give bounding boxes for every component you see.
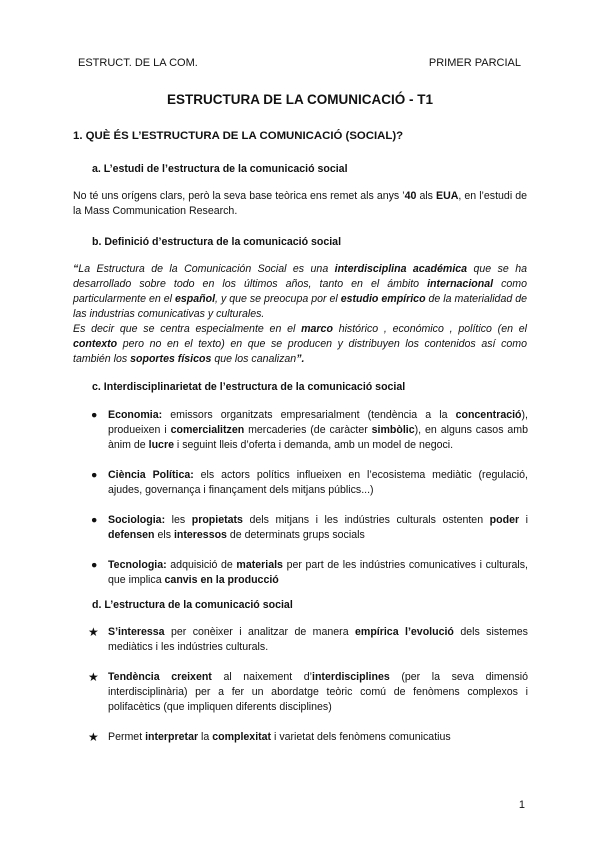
bullet-icon: ●: [91, 559, 98, 571]
list-item-interessa: ★ S’interessa per conèixer i analitzar de manera empírica l’evolució dels sistemes mediàtics i les indústries culturals.: [88, 625, 528, 653]
star-icon: ★: [88, 625, 99, 639]
section-1-heading: 1. QUÈ ÉS L’ESTRUCTURA DE LA COMUNICACIÓ (SOCIAL)?: [73, 130, 404, 142]
list-item-tendencia: ★ Tendència creixent al naixement d’interdisciplines (per la seva dimensió interdisciplinària) per a fer un abordatge teòric comú de fenòmens complexos i polifacètics (que impliquen diferents disciplines): [88, 670, 528, 713]
subsection-d-heading: d. L’estructura de la comunicació social: [92, 599, 293, 611]
bullet-icon: ●: [91, 409, 98, 421]
star-icon: ★: [88, 670, 99, 684]
subsection-c-heading: c. Interdisciplinarietat de l’estructura de la comunicació social: [92, 381, 406, 393]
bullet-icon: ●: [91, 514, 98, 526]
header-right: PRIMER PARCIAL: [428, 57, 521, 69]
list-item-permet: ★ Permet interpretar la complexitat i varietat dels fenòmens comunicatius: [88, 730, 451, 744]
page-title: ESTRUCTURA DE LA COMUNICACIÓ - T1: [167, 92, 433, 107]
list-item-tecnologia: ● Tecnologia: adquisició de materials per part de les indústries comunicatives i culturals, que implica canvis en la producció: [91, 559, 528, 586]
page-number: 1: [518, 799, 525, 811]
list-item-economia: ● Economia: emissors organitzats empresarialment (tendència a la concentració), produeixen i comercialitzen mercaderies (de caràcter simbòlic), en alguns casos amb ànim de lucre i seguint lleis d’oferta i demanda, amb un model de negoci.: [91, 409, 528, 451]
list-item-sociologia: ● Sociologia: les propietats dels mitjans i les indústries culturals ostenten poder i defensen els interessos de determinats grups socials: [91, 514, 528, 541]
structure-list: [88, 625, 528, 760]
star-icon: ★: [88, 730, 99, 744]
subsection-a-heading: a. L’estudi de l’estructura de la comunicació social: [92, 163, 348, 175]
list-item-ciencia-politica: ● Ciència Política: els actors polítics influeixen en l’ecosistema mediàtic (regulació, ajudes, governança i finançament dels mitjans públics...): [91, 469, 528, 496]
header-left: ESTRUCT. DE LA COM.: [78, 57, 198, 69]
paragraph-a: No té uns orígens clars, però la seva base teòrica ens remet als anys ’40 als EUA, en l’estudi de la Mass Communication Research.: [73, 190, 527, 217]
bullet-icon: ●: [91, 469, 98, 481]
subsection-b-heading: b. Definició d’estructura de la comunicació social: [92, 236, 342, 248]
interdisciplinary-list: [88, 408, 528, 603]
definition-quote: “La Estructura de la Comunicación Social es una interdisciplina académica que se ha desarrollado sobre todo en los últimos años, tanto en el ámbito internacional como particularmente en el español, y que se preocupa por el estudio empírico de la materialidad de las industrias comunicativas y culturales. Es decir que se centra especialmente en el marco histórico , económico , político (en el contexto pero no en el texto) en que se producen y distribuyen los contenidos así como también los soportes físicos que los canalizan”.: [73, 263, 528, 365]
